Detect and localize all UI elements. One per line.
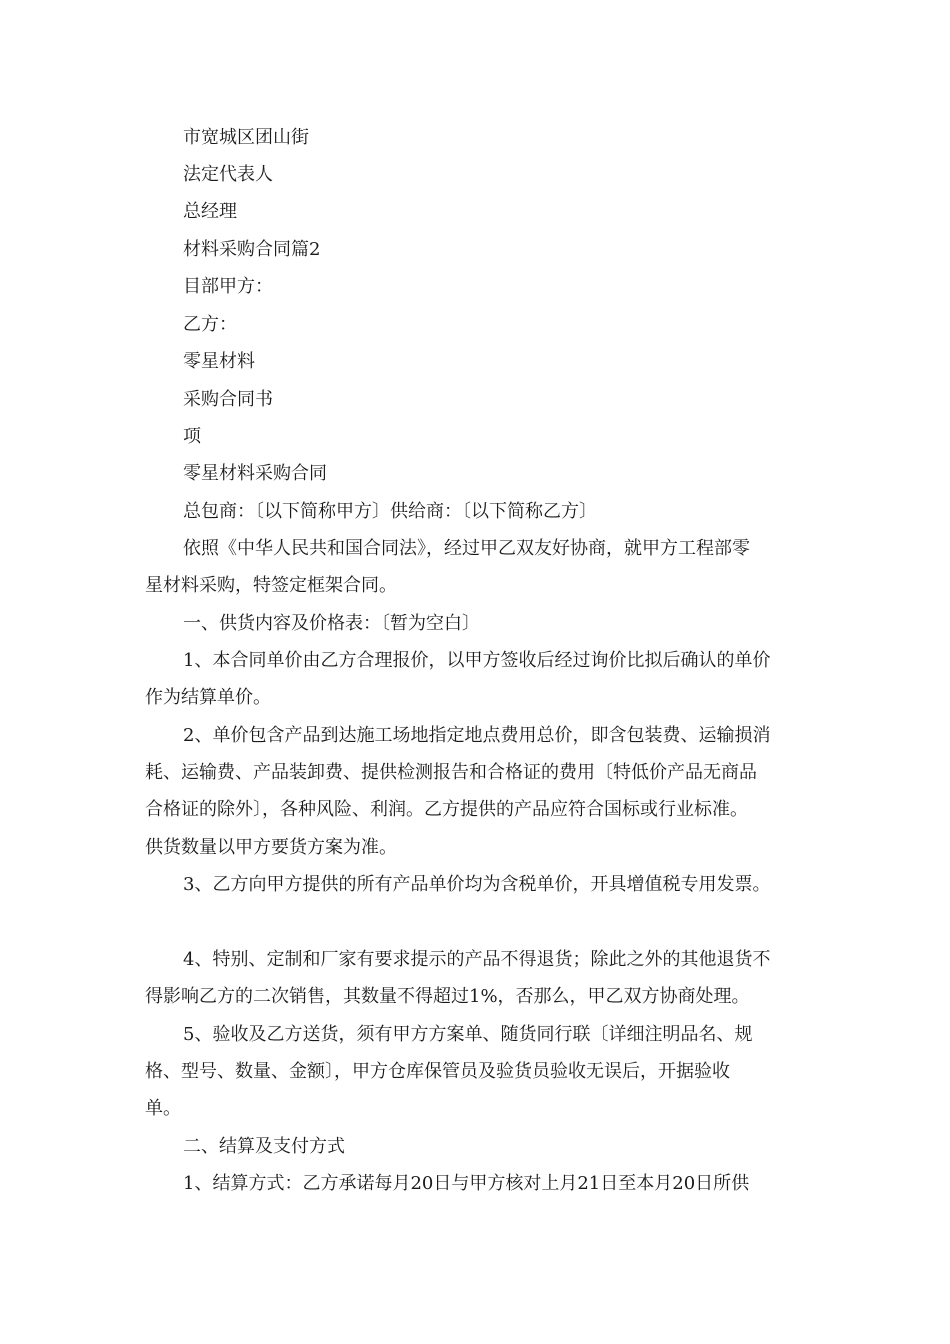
clause-heading: 二、结算及支付方式: [183, 1136, 345, 1157]
paragraph-line: 合格证的除外〕，各种风险、利润。乙方提供的产品应符合国标或行业标准。: [145, 799, 748, 820]
paragraph-line: 1、结算方式：乙方承诺每月20日与甲方核对上月21日至本月20日所供: [183, 1173, 750, 1194]
contract-title: 零星材料采购合同: [183, 463, 327, 484]
paragraph-line: 5、验收及乙方送货，须有甲方方案单、随货同行联〔详细注明品名、规: [183, 1024, 753, 1045]
party-b-line: 乙方：: [183, 314, 237, 335]
general-manager-line: 总经理: [183, 201, 237, 222]
paragraph-line: 2、单价包含产品到达施工场地指定地点费用总价，即含包装费、运输损消: [183, 725, 771, 746]
clause-heading: 一、供货内容及价格表：〔暂为空白〕: [183, 613, 480, 634]
paragraph-line: 1、本合同单价由乙方合理报价，以甲方签收后经过询价比拟后确认的单价: [183, 650, 771, 671]
legal-rep-line: 法定代表人: [183, 164, 273, 185]
doc-heading-line: 零星材料: [183, 351, 255, 372]
doc-heading-line: 采购合同书: [183, 389, 273, 410]
paragraph-line: 得影响乙方的二次销售，其数量不得超过1%，否那么，甲乙双方协商处理。: [145, 986, 750, 1007]
paragraph-line: 格、型号、数量、金额〕，甲方仓库保管员及验货员验收无误后，开据验收: [145, 1061, 730, 1082]
paragraph-line: 依照《中华人民共和国合同法》，经过甲乙双友好协商，就甲方工程部零: [183, 538, 750, 559]
parties-line: 总包商：〔以下简称甲方〕供给商：〔以下简称乙方〕: [183, 501, 597, 522]
paragraph-line: 供货数量以甲方要货方案为准。: [145, 837, 397, 858]
section-title: 材料采购合同篇2: [183, 239, 321, 260]
paragraph-line: 单。: [145, 1098, 181, 1119]
paragraph-line: 星材料采购，特签定框架合同。: [145, 575, 397, 596]
address-line: 市宽城区团山街: [183, 127, 309, 148]
paragraph-line: 耗、运输费、产品装卸费、提供检测报告和合格证的费用〔特低价产品无商品: [145, 762, 757, 783]
paragraph-line: 作为结算单价。: [145, 687, 271, 708]
party-a-line: 目部甲方：: [183, 276, 273, 297]
paragraph-line: 3、乙方向甲方提供的所有产品单价均为含税单价，开具增值税专用发票。: [183, 874, 771, 895]
doc-heading-line: 项: [183, 426, 201, 447]
paragraph-line: 4、特别、定制和厂家有要求提示的产品不得退货；除此之外的其他退货不: [183, 949, 771, 970]
